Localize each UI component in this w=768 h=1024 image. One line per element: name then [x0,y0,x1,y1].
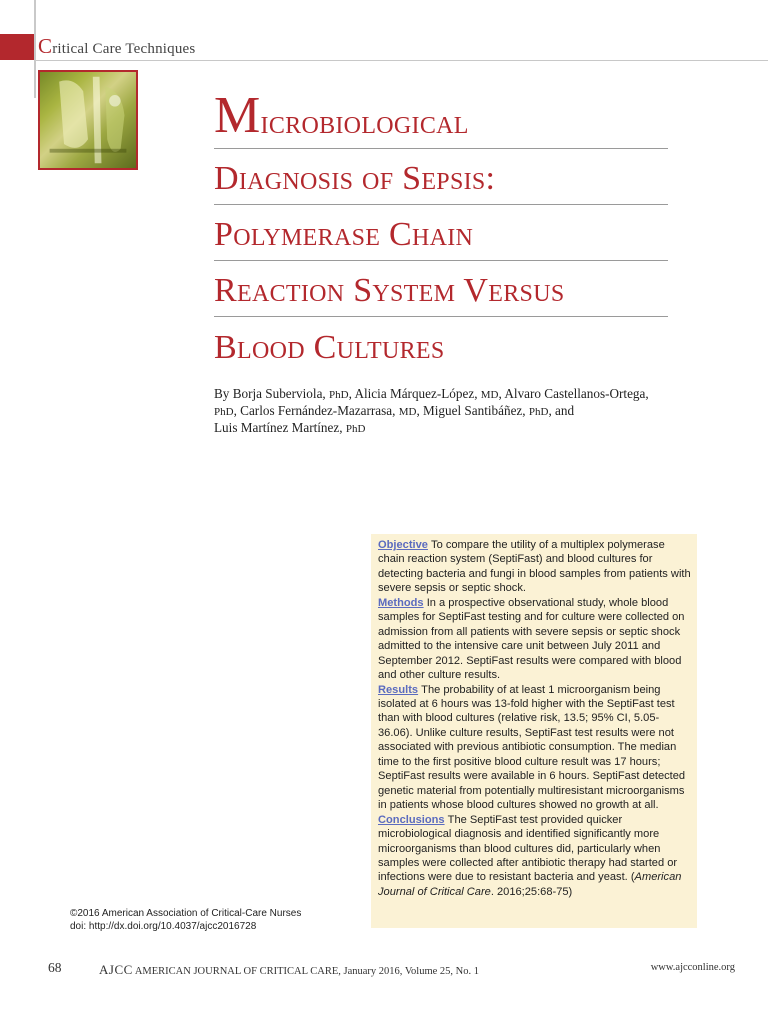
page-number: 68 [48,960,62,975]
author-name: Carlos Fernández-Mazarrasa [240,403,393,418]
abstract-results [378,683,691,813]
header-rule [36,60,768,61]
page-footer [48,960,738,980]
conclusions-label[interactable]: Conclusions [378,813,445,826]
title-line-3: Polymerase Chain [214,205,668,261]
methods-label[interactable]: Methods [378,596,424,609]
title-line-4: Reaction System Versus [214,261,668,317]
abstract-methods [378,596,691,683]
author-degree: MD [480,389,499,401]
conclusions-text: The SeptiFast test provided quicker microbiological diagnosis and identified significantly more microorganisms than blood cultures did, particularly when samples were collected after antibiotic therapy had started or infections were due to resistant bacteria and yeast. [378,813,678,884]
abstract-box [371,534,697,928]
title-line-1 [214,72,668,149]
doi-line[interactable]: doi: http://dx.doi.org/10.4037/ajcc2016728 [70,921,257,932]
author-list: By Borja Suberviola, PhD, Alicia Márquez-López, MD, Alvaro Castellanos-Ortega, PhD, Carlos Fernández-Mazarrasa, MD, Miguel Santibáñez, PhD, and Luis Martínez Martínez, PhD [214,386,649,435]
journal-website[interactable]: www.ajcconline.org [650,962,735,973]
author-degree: PhD [528,406,549,418]
results-label[interactable]: Results [378,683,419,696]
abstract-citation-details: 2016;25:68-75) [497,885,573,898]
author-name: Luis Martínez Martínez [214,420,340,435]
author-conjunction: and [555,403,575,418]
abstract-citation: American Journal of Critical Care [378,871,682,898]
author-name: Alvaro Castellanos-Ortega [504,386,646,401]
author-name: Miguel Santibáñez [423,403,523,418]
journal-text: AMERICAN JOURNAL OF CRITICAL CARE, January 2016, Volume 25, No. 1 [134,966,480,977]
section-initial: C [38,34,53,58]
title-line-1-text: icrobiological [260,104,469,141]
journal-info [99,962,479,978]
methods-text: In a prospective observational study, whole blood samples for SeptiFast testing and for culture were collected on admission from all patients with severe sepsis or septic shock admitted to the intensive care unit between July 2011 and September 2012. SeptiFast results were compared with blood and other culture results. [378,596,685,682]
header-accent-block [0,34,34,60]
objective-label[interactable]: Objective [378,539,428,551]
abstract-objective [378,538,691,596]
title-line-5: Blood Cultures [214,329,445,366]
title-line-2: Diagnosis of Sepsis: [214,149,668,205]
abstract-conclusions: Conclusions The SeptiFast test provided quicker microbiological diagnosis and identified significantly more microorganisms than blood cultures did, particularly when samples were collected after antibiotic therapy had started or infections were due to resistant bacteria and yeast. (American Journal of Critical Care. 2016;25:68-75) [378,813,682,898]
author-name: Alicia Márquez-López [354,386,475,401]
author-prefix: By [214,386,233,401]
section-label-text: ritical Care Techniques [52,41,196,57]
author-degree: PhD [214,406,234,418]
author-degree: MD [398,406,417,418]
author-name: Borja Suberviola [232,386,323,401]
article-thumbnail-image [38,70,138,170]
copyright-block [70,907,370,933]
header-vertical-rule [34,0,36,98]
author-degree: PhD [345,423,366,435]
objective-text: To compare the utility of a multiplex polymerase chain reaction system (SeptiFast) and blood cultures for detecting bacteria and fungi in blood samples from patients with severe sepsis or septic shock. [378,539,691,595]
author-degree: PhD [329,389,349,401]
title-initial: M [214,87,261,144]
copyright-line: ©2016 American Association of Critical-Care Nurses [70,908,302,919]
article-title [214,72,668,373]
results-text: The probability of at least 1 microorganism being isolated at 6 hours was 13-fold higher with the SeptiFast test than with blood cultures (relative risk, 13.5; 95% CI, 5.05-36.06). Unlike culture results, SeptiFast test results were not associated with previous antibiotic consumption. The median time to the first positive blood culture result was 17 hours; SeptiFast results were available in 6 hours. SeptiFast detected genetic material from potentially multiresistant microorganisms in patients whose blood cultures showed no growth at all. [378,683,686,812]
journal-logo: AJCC [99,962,133,977]
section-label [38,36,195,58]
